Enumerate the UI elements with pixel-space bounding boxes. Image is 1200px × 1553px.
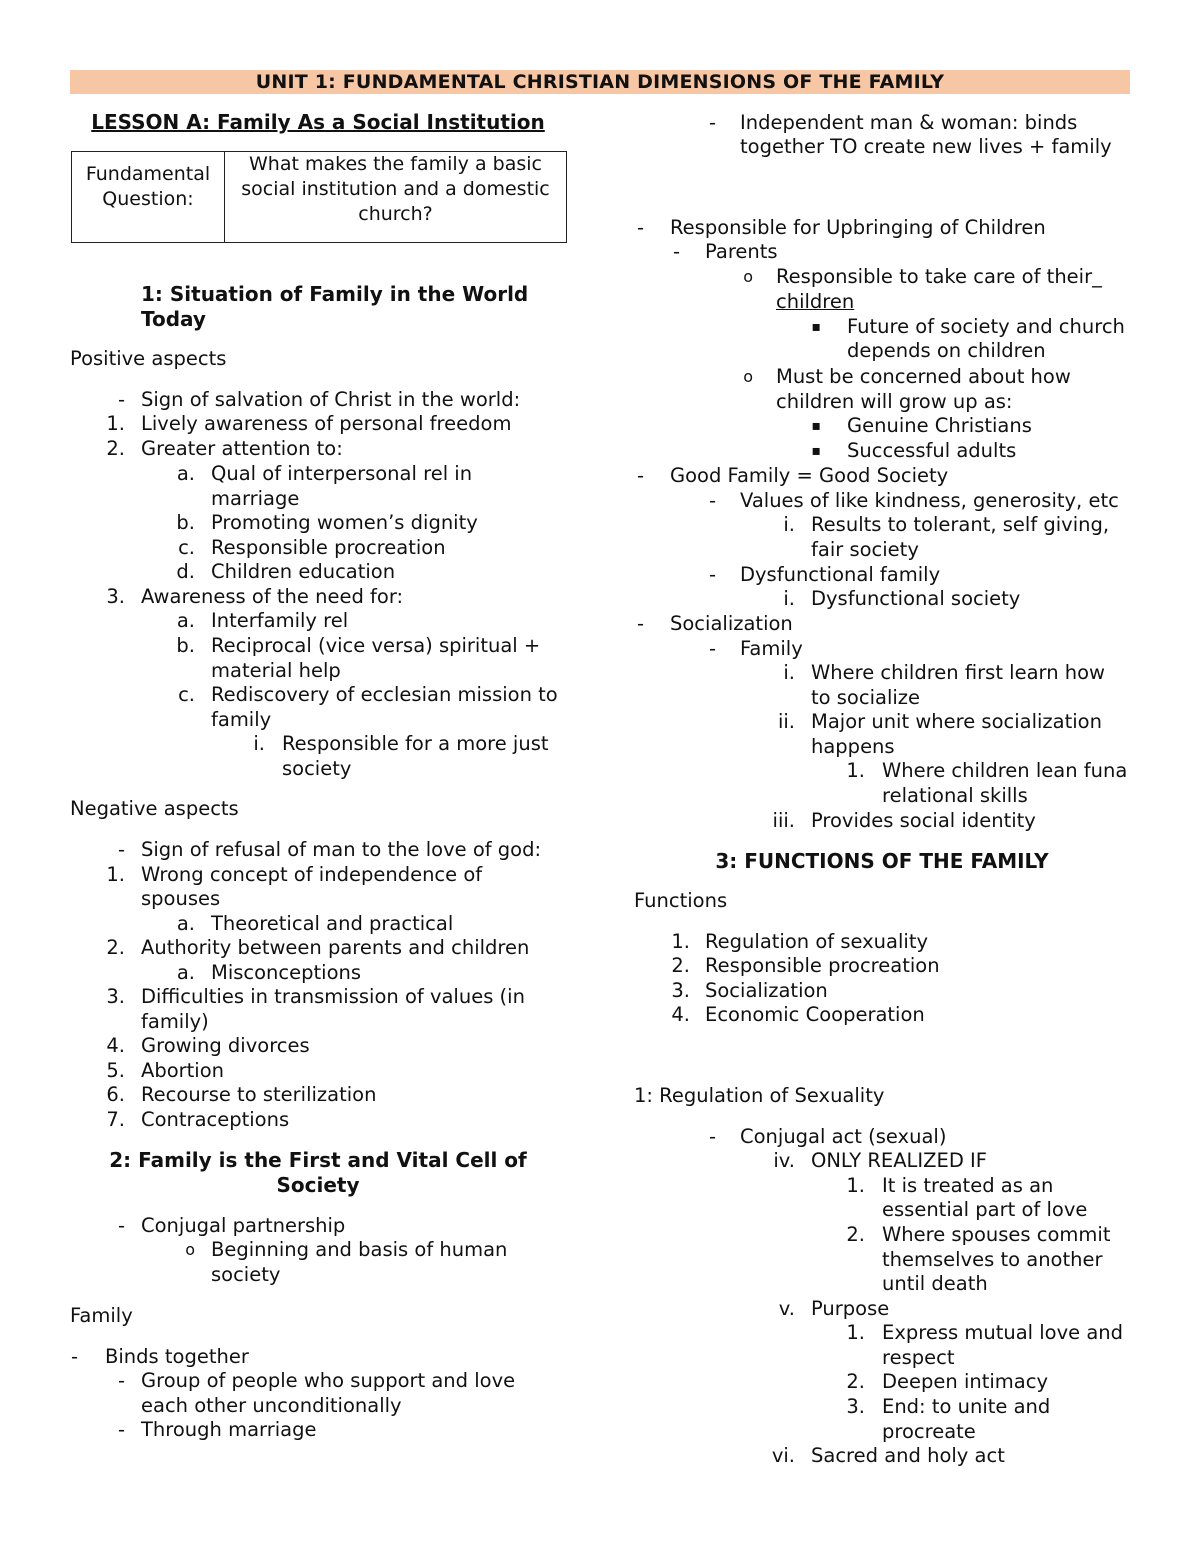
roman-marker: i. bbox=[253, 732, 265, 755]
negative-item-5: Abortion bbox=[141, 1059, 225, 1082]
binds-together: Binds together bbox=[105, 1345, 249, 1368]
square-marker: ▪ bbox=[811, 319, 821, 335]
negative-item-3: Difficulties in transmission of values (in bbox=[141, 985, 525, 1008]
socialization-ii-1: Where children lean funa bbox=[882, 759, 1128, 782]
future-item-cont: depends on children bbox=[847, 339, 1046, 362]
letter-marker: d. bbox=[176, 560, 195, 583]
negative-item-1-cont: spouses bbox=[141, 887, 221, 910]
number-marker: 2. bbox=[106, 936, 125, 959]
square-marker: ▪ bbox=[811, 418, 821, 434]
number-marker: 4. bbox=[671, 1003, 690, 1026]
dash-marker: - bbox=[708, 637, 716, 660]
positive-item-2: Greater attention to: bbox=[141, 437, 343, 460]
dash-marker: - bbox=[117, 1214, 125, 1237]
number-marker: 3. bbox=[846, 1395, 865, 1418]
letter-marker: a. bbox=[176, 609, 195, 632]
roman-marker: iv. bbox=[773, 1149, 795, 1172]
function-4: Economic Cooperation bbox=[705, 1003, 925, 1026]
square-marker: ▪ bbox=[811, 443, 821, 459]
function-1: Regulation of sexuality bbox=[705, 930, 929, 953]
successful-item: Successful adults bbox=[847, 439, 1017, 462]
number-marker: 2. bbox=[846, 1223, 865, 1246]
number-marker: 2. bbox=[671, 954, 690, 977]
binds-item-2: Through marriage bbox=[141, 1418, 317, 1441]
fundamental-question-table bbox=[71, 151, 567, 243]
number-marker: 3. bbox=[106, 585, 125, 608]
section-1-title bbox=[141, 282, 528, 332]
negative-aspects-label: Negative aspects bbox=[70, 797, 239, 820]
dash-marker: - bbox=[708, 563, 716, 586]
number-marker: 1. bbox=[106, 412, 125, 435]
only-item-2-cont: themselves to another bbox=[882, 1248, 1103, 1271]
positive-item-2d: Children education bbox=[211, 560, 396, 583]
number-marker: 1. bbox=[106, 863, 125, 886]
regulation-title: 1: Regulation of Sexuality bbox=[634, 1084, 885, 1107]
dash-marker: - bbox=[708, 1125, 716, 1148]
positive-item-2c: Responsible procreation bbox=[211, 536, 446, 559]
letter-marker: a. bbox=[176, 462, 195, 485]
dash-marker: - bbox=[636, 612, 644, 635]
binds-item-1: Group of people who support and love bbox=[141, 1369, 516, 1392]
roman-marker: i. bbox=[783, 513, 795, 536]
section-3-title: 3: FUNCTIONS OF THE FAMILY bbox=[715, 849, 1049, 873]
negative-item-1: Wrong concept of independence of bbox=[141, 863, 483, 886]
section-1-title-line1: 1: Situation of Family in the World bbox=[141, 282, 529, 306]
positive-item-3ci-cont: society bbox=[282, 757, 352, 780]
fundamental-question-text: What makes the family a basic social institution and a domestic church? bbox=[241, 153, 550, 225]
dash-marker: - bbox=[708, 489, 716, 512]
circle-marker: o bbox=[743, 267, 753, 286]
socialization-i-cont: to socialize bbox=[811, 686, 921, 709]
positive-item-3c: Rediscovery of ecclesian mission to bbox=[211, 683, 558, 706]
conjugal-act: Conjugal act (sexual) bbox=[740, 1125, 947, 1148]
only-item-1-cont: essential part of love bbox=[882, 1198, 1088, 1221]
dash-marker: - bbox=[117, 838, 125, 861]
only-item-1: It is treated as an bbox=[882, 1174, 1054, 1197]
purpose-item-3: End: to unite and bbox=[882, 1395, 1051, 1418]
purpose-item-3-cont: procreate bbox=[882, 1420, 976, 1443]
negative-item-7: Contraceptions bbox=[141, 1108, 290, 1131]
dash-marker: - bbox=[117, 388, 125, 411]
negative-item-1a: Theoretical and practical bbox=[211, 912, 454, 935]
dash-marker: - bbox=[672, 240, 680, 263]
purpose-item-1-cont: respect bbox=[882, 1346, 955, 1369]
dash-marker: - bbox=[70, 1345, 78, 1368]
letter-marker: c. bbox=[178, 536, 195, 559]
negative-item-2a: Misconceptions bbox=[211, 961, 362, 984]
letter-marker: a. bbox=[176, 912, 195, 935]
socialization-ii-cont: happens bbox=[811, 735, 895, 758]
section-2-title-line2: Society bbox=[276, 1173, 360, 1197]
independent-item: Independent man & woman: binds bbox=[740, 111, 1078, 134]
only-item-2: Where spouses commit bbox=[882, 1223, 1111, 1246]
results-item: Results to tolerant, self giving, bbox=[811, 513, 1110, 536]
upbringing-item: Responsible for Upbringing of Children bbox=[670, 216, 1046, 239]
number-marker: 1. bbox=[671, 930, 690, 953]
function-2: Responsible procreation bbox=[705, 954, 940, 977]
socialization-ii: Major unit where socialization bbox=[811, 710, 1102, 733]
number-marker: 4. bbox=[106, 1034, 125, 1057]
dash-marker: - bbox=[117, 1418, 125, 1441]
positive-item-3a: Interfamily rel bbox=[211, 609, 349, 632]
fundamental-question-label: Fundamental Question: bbox=[72, 152, 225, 242]
letter-marker: b. bbox=[176, 634, 195, 657]
positive-item-1: Lively awareness of personal freedom bbox=[141, 412, 512, 435]
future-item: Future of society and church bbox=[847, 315, 1125, 338]
good-family-item: Good Family = Good Society bbox=[670, 464, 949, 487]
positive-item-3b: Reciprocal (vice versa) spiritual + bbox=[211, 634, 541, 657]
letter-marker: b. bbox=[176, 511, 195, 534]
number-marker: 2. bbox=[846, 1370, 865, 1393]
socialization-i: Where children first learn how bbox=[811, 661, 1105, 684]
positive-item-2b: Promoting women’s dignity bbox=[211, 511, 478, 534]
dysfunctional-society-item: Dysfunctional society bbox=[811, 587, 1021, 610]
section-2-title bbox=[70, 1148, 566, 1198]
positive-dash-item: Sign of salvation of Christ in the world: bbox=[141, 388, 521, 411]
negative-item-2: Authority between parents and children bbox=[141, 936, 530, 959]
positive-item-3c-cont: family bbox=[211, 708, 272, 731]
results-item-cont: fair society bbox=[811, 538, 919, 561]
number-marker: 6. bbox=[106, 1083, 125, 1106]
functions-label: Functions bbox=[634, 889, 728, 912]
socialization-iii: Provides social identity bbox=[811, 809, 1036, 832]
number-marker: 1. bbox=[846, 1174, 865, 1197]
dash-marker: - bbox=[636, 464, 644, 487]
letter-marker: a. bbox=[176, 961, 195, 984]
negative-item-4: Growing divorces bbox=[141, 1034, 310, 1057]
purpose-item: Purpose bbox=[811, 1297, 890, 1320]
family-label: Family bbox=[70, 1304, 133, 1327]
positive-aspects-label: Positive aspects bbox=[70, 347, 227, 370]
binds-item-1-cont: each other unconditionally bbox=[141, 1394, 402, 1417]
conjugal-partnership: Conjugal partnership bbox=[141, 1214, 346, 1237]
conjugal-partnership-sub: Beginning and basis of human bbox=[211, 1238, 508, 1261]
number-marker: 5. bbox=[106, 1059, 125, 1082]
number-marker: 3. bbox=[106, 985, 125, 1008]
positive-item-2a: Qual of interpersonal rel in bbox=[211, 462, 473, 485]
independent-item-cont: together TO create new lives + family bbox=[740, 135, 1112, 158]
number-marker: 1. bbox=[846, 1321, 865, 1344]
sacred-item: Sacred and holy act bbox=[811, 1444, 1005, 1467]
section-2-title-line1: 2: Family is the First and Vital Cell of bbox=[109, 1148, 527, 1172]
socialization-ii-1-cont: relational skills bbox=[882, 784, 1028, 807]
concern-item: Must be concerned about how bbox=[776, 365, 1071, 388]
dash-marker: - bbox=[636, 216, 644, 239]
negative-item-3-cont: family) bbox=[141, 1010, 209, 1033]
number-marker: 3. bbox=[671, 979, 690, 1002]
values-item: Values of like kindness, generosity, etc bbox=[740, 489, 1119, 512]
roman-marker: i. bbox=[783, 661, 795, 684]
purpose-item-1: Express mutual love and bbox=[882, 1321, 1124, 1344]
number-marker: 1. bbox=[846, 759, 865, 782]
positive-item-3ci: Responsible for a more just bbox=[282, 732, 549, 755]
letter-marker: c. bbox=[178, 683, 195, 706]
concern-item-cont: children will grow up as: bbox=[776, 390, 1013, 413]
roman-marker: i. bbox=[783, 587, 795, 610]
lesson-title: LESSON A: Family As a Social Institution bbox=[91, 110, 545, 134]
number-marker: 2. bbox=[106, 437, 125, 460]
function-3: Socialization bbox=[705, 979, 828, 1002]
negative-dash-item: Sign of refusal of man to the love of god: bbox=[141, 838, 542, 861]
dash-marker: - bbox=[708, 111, 716, 134]
negative-item-6: Recourse to sterilization bbox=[141, 1083, 377, 1106]
circle-marker: o bbox=[185, 1240, 195, 1259]
genuine-item: Genuine Christians bbox=[847, 414, 1032, 437]
only-item-2-cont2: until death bbox=[882, 1272, 988, 1295]
roman-marker: iii. bbox=[772, 809, 795, 832]
only-realized-if: ONLY REALIZED IF bbox=[811, 1149, 988, 1172]
conjugal-partnership-sub-cont: society bbox=[211, 1263, 281, 1286]
roman-marker: v. bbox=[778, 1297, 795, 1320]
dash-marker: - bbox=[117, 1369, 125, 1392]
purpose-item-2: Deepen intimacy bbox=[882, 1370, 1048, 1393]
roman-marker: vi. bbox=[771, 1444, 795, 1467]
unit-title: UNIT 1: FUNDAMENTAL CHRISTIAN DIMENSIONS OF THE FAMILY bbox=[70, 70, 1130, 94]
roman-marker: ii. bbox=[777, 710, 795, 733]
positive-item-3b-cont: material help bbox=[211, 659, 341, 682]
positive-item-2a-cont: marriage bbox=[211, 487, 300, 510]
number-marker: 7. bbox=[106, 1108, 125, 1131]
positive-item-3: Awareness of the need for: bbox=[141, 585, 404, 608]
family-item: Family bbox=[740, 637, 803, 660]
care-item-cont: children bbox=[776, 290, 855, 313]
socialization-item: Socialization bbox=[670, 612, 793, 635]
circle-marker: o bbox=[743, 367, 753, 386]
parents-item: Parents bbox=[705, 240, 778, 263]
section-1-title-line2: Today bbox=[141, 307, 206, 331]
dysfunctional-item: Dysfunctional family bbox=[740, 563, 941, 586]
care-item: Responsible to take care of their_ bbox=[776, 265, 1102, 288]
